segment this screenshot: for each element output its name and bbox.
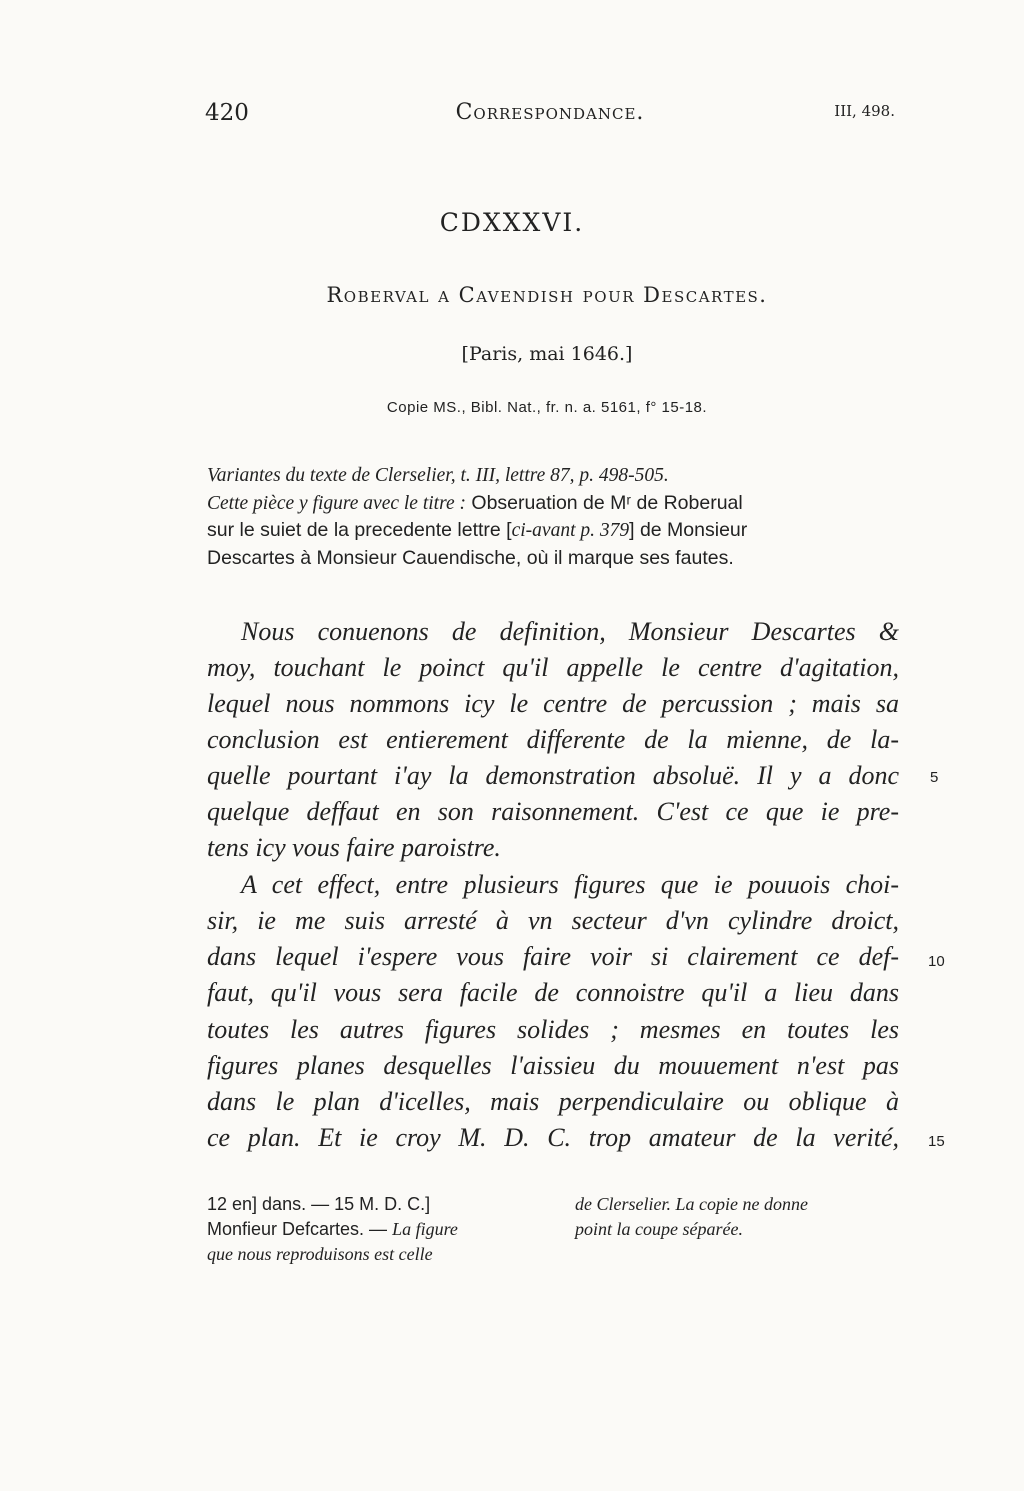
variants-line-text: Obseruation de Mʳ de Roberual [465,491,743,514]
footnote-italic: de Clerselier. La copie ne donne [575,1194,808,1214]
variants-line [207,490,899,518]
letter-number: CDXXXVI. [439,208,585,237]
body-line: faut, qu'il vous sera facile de connoistre qu'il a lieu dans [207,978,899,1007]
variants-line-text: sur le suiet de la precedente lettre [ [207,519,512,541]
body-line: sir, ie me suis arresté à vn secteur d'vn cylindre droict, [207,906,899,935]
variants-line-italic: ci-avant p. 379 [511,520,630,541]
letter-title: Roberval a Cavendish pour Descartes. [326,283,768,307]
footnotes-left-column [207,1192,537,1267]
body-line: A cet effect, entre plusieurs figures que ie pouuois choi- [241,870,899,899]
line-number-10: 10 [928,953,945,970]
footnote-italic: La figure [392,1219,458,1239]
variants-line-text: Descartes à Monsieur Cauendische, où il marque ses fautes. [207,546,734,569]
place-date: [Paris, mai 1646.] [461,343,633,365]
body-line: quelle pourtant i'ay la demonstration absoluë. Il y a donc [207,761,899,790]
running-header [205,100,895,130]
body-line: dans lequel i'espere vous faire voir si clairement ce def- [207,942,899,971]
variants-line [207,545,899,573]
footnote-line [207,1217,537,1242]
footnote-italic: que nous reproduisons est celle [207,1244,433,1264]
footnote-line: 12 en] dans. — 15 M. D. C.] [207,1194,431,1214]
line-number-15: 15 [928,1133,945,1150]
footnote-line [207,1242,537,1267]
body-line: Nous conuenons de definition, Monsieur Descartes & [241,617,899,646]
variants-line [207,462,899,490]
footnote-line [575,1217,905,1242]
variants-note [207,462,899,572]
page-number: 420 [205,100,249,126]
body-line: tens icy vous faire paroistre. [207,833,501,862]
variants-line-italic: Variantes du texte de Clerselier, t. III, lettre 87, p. 498-505. [207,465,669,486]
body-line: ce plan. Et ie croy M. D. C. trop amateur de la verité, [207,1123,899,1152]
footnote-text: Monfieur Defcartes. — [207,1219,393,1239]
body-line: quelque deffaut en son raisonnement. C'est ce que ie pre- [207,797,899,826]
footnote-italic: point la coupe séparée. [575,1219,743,1239]
body-line: moy, touchant le poinct qu'il appelle le centre d'agitation, [207,653,899,682]
footnote-line [575,1192,905,1217]
footnotes-right-column [575,1192,905,1242]
body-line: toutes les autres figures solides ; mesmes en toutes les [207,1015,899,1044]
page-reference: III, 498. [834,102,895,120]
body-line: lequel nous nommons icy le centre de percussion ; mais sa [207,689,899,718]
body-line: dans le plan d'icelles, mais perpendiculaire ou oblique à [207,1087,899,1116]
line-number-5: 5 [930,769,939,786]
variants-line-italic: Cette pièce y figure avec le titre : [207,492,466,514]
manuscript-source: Copie MS., Bibl. Nat., fr. n. a. 5161, f° 15-18. [386,399,708,416]
variants-line-text: ] de Monsieur [629,519,748,541]
running-title: Correspondance. [455,100,645,125]
body-line: conclusion est entierement differente de la mienne, de la- [207,725,899,754]
body-line: figures planes desquelles l'aissieu du mouuement n'est pas [207,1051,899,1080]
variants-line [207,517,899,545]
